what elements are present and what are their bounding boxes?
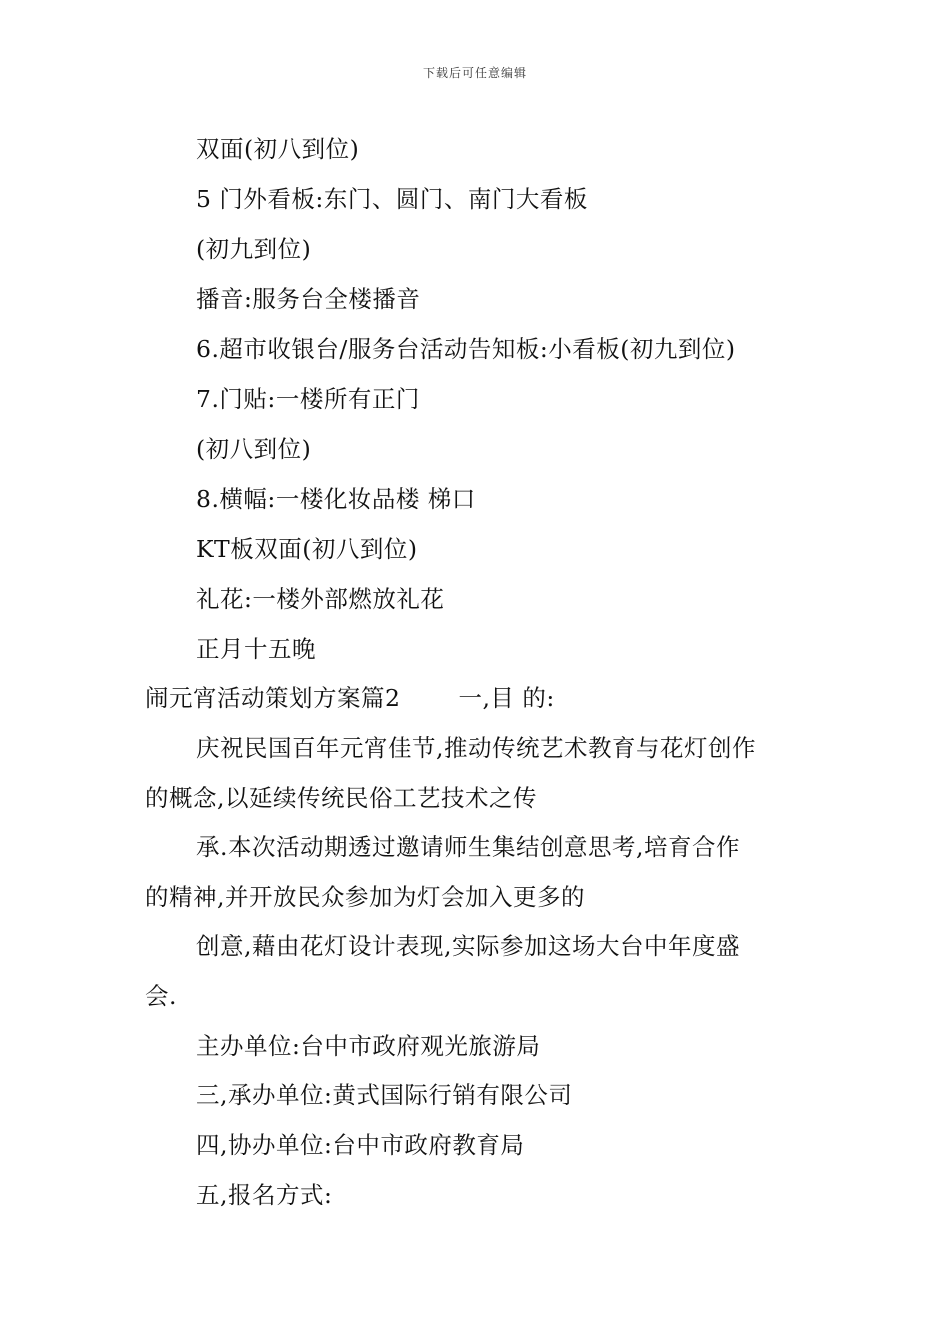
text-line: KT板双面(初八到位) xyxy=(196,535,418,563)
body-line: 主办单位:台中市政府观光旅游局 xyxy=(196,1032,541,1060)
body-line: 承.本次活动期透过邀请师生集结创意思考,培育合作 xyxy=(196,833,740,861)
text-line: 7.门贴:一楼所有正门 xyxy=(196,385,420,413)
text-line: 礼花:一楼外部燃放礼花 xyxy=(196,585,445,613)
body-line: 的概念,以延续传统民俗工艺技术之传 xyxy=(145,784,537,812)
body-line: 创意,藉由花灯设计表现,实际参加这场大台中年度盛 xyxy=(196,932,740,960)
text-line: 播音:服务台全楼播音 xyxy=(196,285,421,313)
body-line: 五,报名方式: xyxy=(196,1181,333,1209)
text-line: 5 门外看板:东门、圆门、南门大看板 xyxy=(196,185,588,213)
body-line: 四,协办单位:台中市政府教育局 xyxy=(196,1131,525,1159)
text-line: 双面(初八到位) xyxy=(196,135,360,163)
page-header: 下载后可任意编辑 xyxy=(422,66,527,80)
section-first-item: 一,目 的: xyxy=(458,684,555,712)
text-line: 6.超市收银台/服务台活动告知板:小看板(初九到位) xyxy=(196,335,736,363)
text-line: 8.横幅:一楼化妆品楼 梯口 xyxy=(196,485,476,513)
text-line: (初八到位) xyxy=(196,435,312,463)
text-line: (初九到位) xyxy=(196,235,312,263)
text-line: 正月十五晚 xyxy=(196,635,316,663)
body-line: 三,承办单位:黄式国际行销有限公司 xyxy=(196,1081,573,1109)
body-line: 的精神,并开放民众参加为灯会加入更多的 xyxy=(145,883,585,911)
body-line: 庆祝民国百年元宵佳节,推动传统艺术教育与花灯创作 xyxy=(196,734,756,762)
body-line: 会. xyxy=(145,982,177,1010)
section-heading-line xyxy=(145,683,555,713)
section-title: 闹元宵活动策划方案篇2 xyxy=(145,684,401,712)
